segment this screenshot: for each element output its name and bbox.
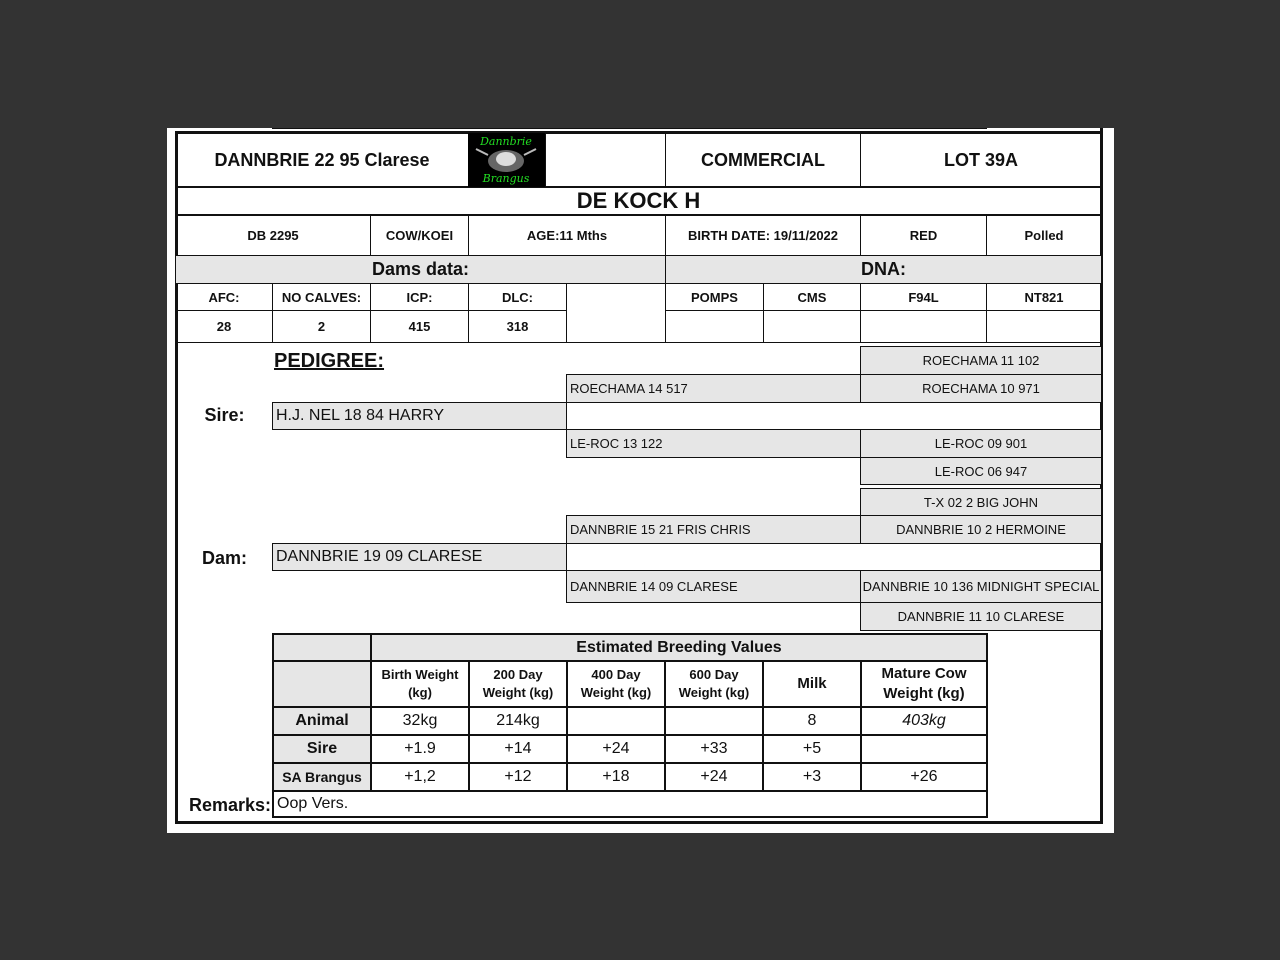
pomps-value <box>665 310 764 343</box>
ebv-cell: 403kg <box>860 706 988 736</box>
animal-name: DANNBRIE 22 95 Clarese <box>175 133 469 187</box>
sire-dam: LE-ROC 13 122 <box>566 429 861 458</box>
ebv-cell: +5 <box>762 734 862 764</box>
ebv-cell: +18 <box>566 762 666 792</box>
dna-title: DNA: <box>665 255 1102 284</box>
dam-label: Dam: <box>201 547 247 568</box>
ebv-cell: +26 <box>860 762 988 792</box>
dlc-value: 318 <box>468 310 567 343</box>
logo-text-bottom: Brangus <box>482 172 530 185</box>
dams-data-title: Dams data: <box>175 255 666 284</box>
ebv-cell: 32kg <box>370 706 470 736</box>
ebv-cell: +1,2 <box>370 762 470 792</box>
ebv-row-sire-label: Sire <box>272 734 372 764</box>
ebv-col-200-day <box>468 660 568 708</box>
ebv-cell: +33 <box>664 734 764 764</box>
ds-dam: DANNBRIE 10 2 HERMOINE <box>860 515 1102 544</box>
lot-number: LOT 39A <box>860 133 1102 187</box>
nt821-label: NT821 <box>986 283 1102 311</box>
dam-sire: DANNBRIE 15 21 FRIS CHRIS <box>566 515 861 544</box>
frame-bottom <box>175 821 1103 824</box>
ss-sire: ROECHAMA 11 102 <box>860 346 1102 375</box>
ebv-corner <box>272 633 372 662</box>
brand-logo <box>468 133 545 187</box>
ebv-row-breed-label: SA Brangus <box>272 762 372 792</box>
sire-label: Sire: <box>204 404 245 425</box>
ebv-cell: 214kg <box>468 706 568 736</box>
ebv-col-label: 600 Day <box>689 667 739 683</box>
ebv-cell: +12 <box>468 762 568 792</box>
animal-age: AGE:11 Mths <box>468 215 666 256</box>
ebv-col-unit: (kg) <box>408 685 432 700</box>
sire-spacer <box>566 402 1102 430</box>
icp-value: 415 <box>370 310 469 343</box>
ebv-cell: +24 <box>566 734 666 764</box>
animal-id: DB 2295 <box>175 215 371 256</box>
horn-status: Polled <box>986 215 1102 256</box>
ebv-col-mature-cow <box>860 660 988 708</box>
no-calves-label: NO CALVES: <box>272 283 371 311</box>
ebv-col-600-day <box>664 660 764 708</box>
ebv-col-milk <box>762 660 862 708</box>
ebv-cell <box>566 706 666 736</box>
afc-label: AFC: <box>175 283 273 311</box>
f94l-value <box>860 310 987 343</box>
dlc-label: DLC: <box>468 283 567 311</box>
ebv-cell: +24 <box>664 762 764 792</box>
pedigree-title: PEDIGREE: <box>274 349 385 372</box>
dd-dam: DANNBRIE 11 10 CLARESE <box>860 602 1102 631</box>
ebv-col-unit: Weight (kg) <box>678 685 750 700</box>
nt821-value <box>986 310 1102 343</box>
ebv-cell: +3 <box>762 762 862 792</box>
sd-dam: LE-ROC 06 947 <box>860 457 1102 485</box>
ebv-col-label: 400 Day <box>591 667 641 683</box>
ebv-cell: +14 <box>468 734 568 764</box>
category: COMMERCIAL <box>665 133 861 187</box>
ebv-col-unit: Weight (kg) <box>580 685 652 700</box>
dam-spacer <box>566 543 1102 571</box>
bull-logo-icon <box>468 133 545 187</box>
sire-sire: ROECHAMA 14 517 <box>566 374 861 403</box>
ebv-col-unit: Weight (kg) <box>482 685 554 700</box>
logo-text-top: Dannbrie <box>480 135 532 148</box>
ebv-cell <box>664 706 764 736</box>
ebv-col-unit: Weight (kg) <box>883 685 965 702</box>
dd-sire: DANNBRIE 10 136 MIDNIGHT SPECIAL <box>860 570 1102 603</box>
owner-name: DE KOCK H <box>175 187 1102 215</box>
ebv-col-label: Birth Weight <box>381 667 459 683</box>
no-calves-value: 2 <box>272 310 371 343</box>
ebv-row-animal-label: Animal <box>272 706 372 736</box>
cms-label: CMS <box>763 283 861 311</box>
sale-card <box>167 128 1114 833</box>
ebv-title: Estimated Breeding Values <box>370 633 988 662</box>
pomps-label: POMPS <box>665 283 764 311</box>
dam-name: DANNBRIE 19 09 CLARESE <box>272 543 567 571</box>
remarks-label: Remarks: <box>188 794 271 815</box>
animal-sex: COW/KOEI <box>370 215 469 256</box>
remarks-text: Oop Vers. <box>272 790 988 818</box>
ebv-col-label: Milk <box>797 674 827 692</box>
ds-sire: T-X 02 2 BIG JOHN <box>860 488 1102 516</box>
ebv-cell <box>860 734 988 764</box>
ebv-col-400-day <box>566 660 666 708</box>
sire-name: H.J. NEL 18 84 HARRY <box>272 402 567 430</box>
icp-label: ICP: <box>370 283 469 311</box>
cms-value <box>763 310 861 343</box>
ebv-cell: +1.9 <box>370 734 470 764</box>
afc-value: 28 <box>175 310 273 343</box>
ebv-header-corner <box>272 660 372 708</box>
top-rule <box>272 128 987 129</box>
ebv-col-label: Mature Cow <box>881 664 967 682</box>
sd-sire: LE-ROC 09 901 <box>860 429 1102 458</box>
f94l-label: F94L <box>860 283 987 311</box>
colour: RED <box>860 215 987 256</box>
ss-dam: ROECHAMA 10 971 <box>860 374 1102 403</box>
ebv-col-label: 200 Day <box>493 667 543 683</box>
dams-blank-cell <box>566 283 666 343</box>
ebv-cell: 8 <box>762 706 862 736</box>
birth-date: BIRTH DATE: 19/11/2022 <box>665 215 861 256</box>
dam-dam: DANNBRIE 14 09 CLARESE <box>566 570 861 603</box>
header-blank <box>545 133 666 187</box>
ebv-col-birth-weight <box>370 660 470 708</box>
